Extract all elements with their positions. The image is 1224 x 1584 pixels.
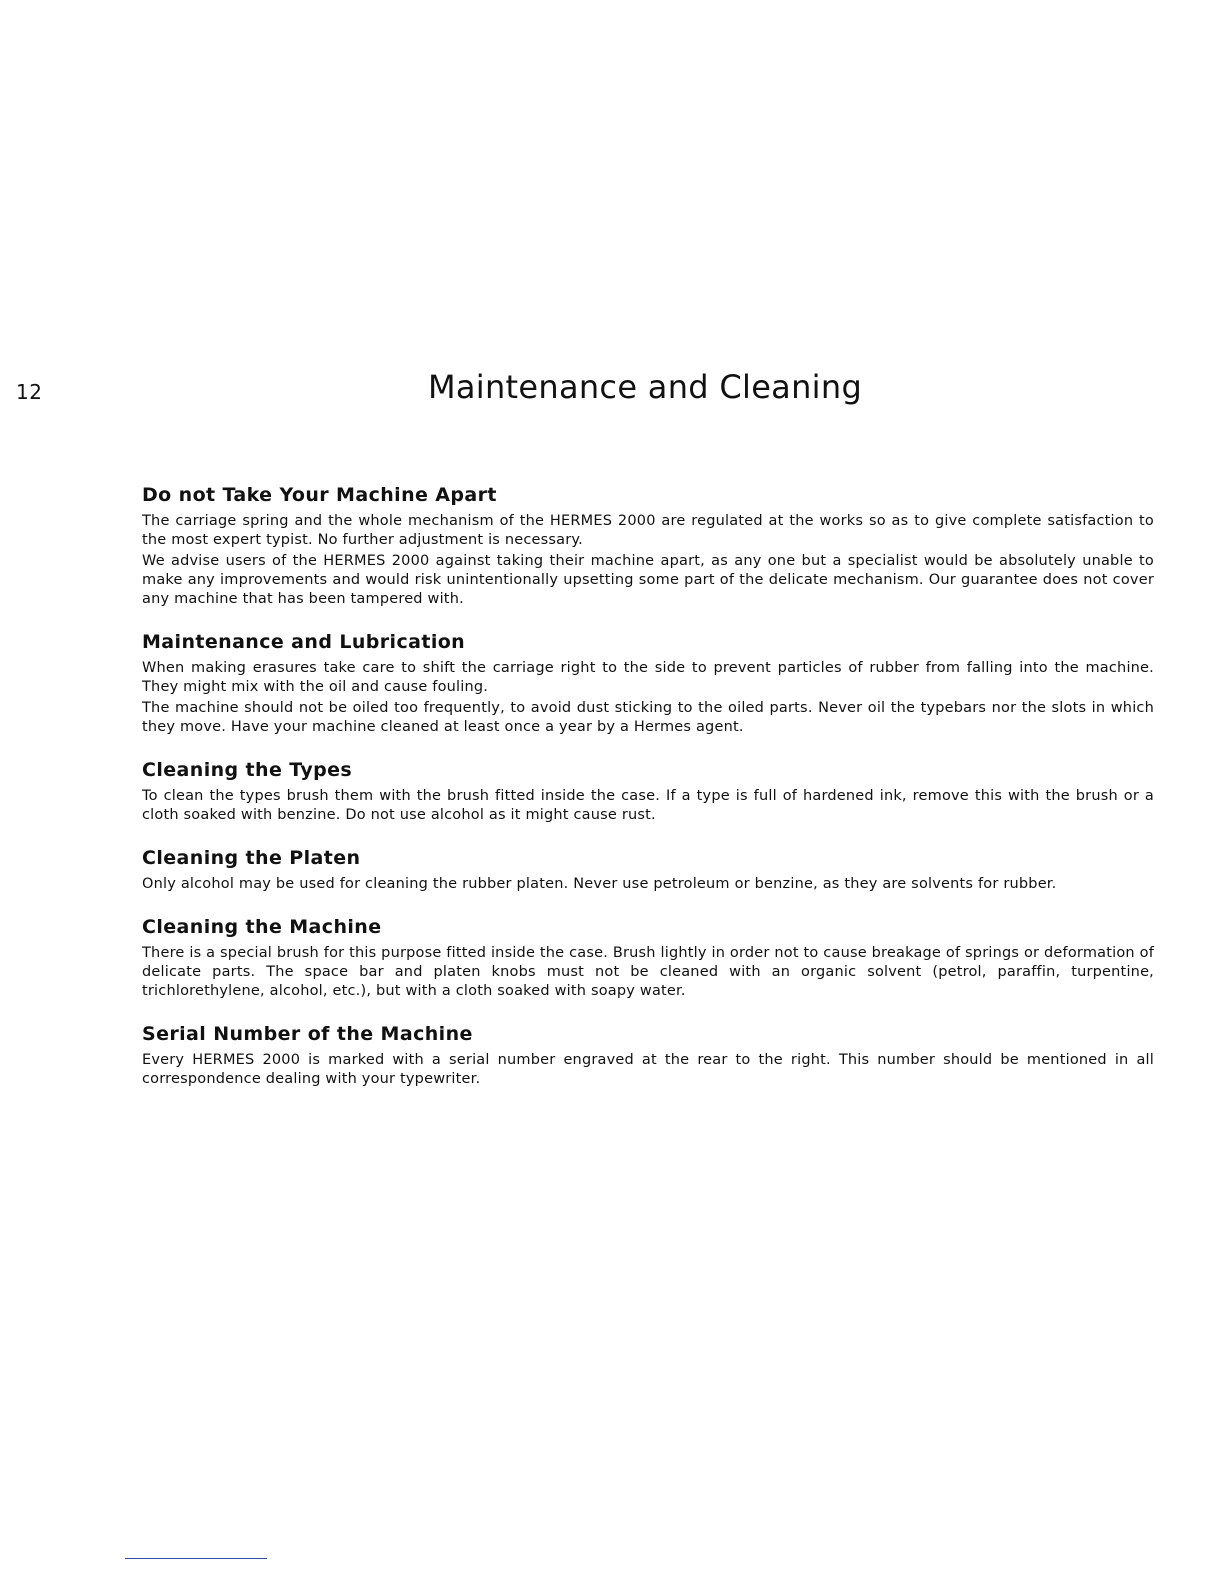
section-heading: Do not Take Your Machine Apart [142,484,497,506]
section-heading: Cleaning the Platen [142,847,361,869]
paragraph: Only alcohol may be used for cleaning the rubber platen. Never use petroleum or benzine, as they are solvents for rubber. [142,876,1057,892]
footnote-divider [125,1558,267,1559]
paragraph: Every HERMES 2000 is marked with a serial number engraved at the rear to the right. This number should be mentioned in all correspondence dealing with your typewriter. [142,1052,1154,1087]
section-cleaning-platen [142,847,1154,894]
paragraph: There is a special brush for this purpose fitted inside the case. Brush lightly in order not to cause breakage of springs or deformation of delicate parts. The space bar and platen knobs must not be cleaned with an organic solvent (petrol, paraffin, turpentine, trichlorethylene, alcohol, etc.), but with a cloth soaked with soapy water. [142,945,1154,999]
section-serial-number [142,1023,1154,1089]
paragraph: To clean the types brush them with the brush fitted inside the case. If a type is full of hardened ink, remove this with the brush or a cloth soaked with benzine. Do not use alcohol as it might cause rust. [142,788,1154,823]
section-cleaning-machine [142,916,1154,1001]
page-title: Maintenance and Cleaning [427,368,863,406]
section-heading: Cleaning the Machine [142,916,382,938]
section-do-not-take-apart [142,484,1154,609]
section-heading: Serial Number of the Machine [142,1023,473,1045]
paragraph: When making erasures take care to shift the carriage right to the side to prevent particles of rubber from falling into the machine. They might mix with the oil and cause fouling. [142,660,1154,695]
paragraph: We advise users of the HERMES 2000 against taking their machine apart, as any one but a specialist would be absolutely unable to make any improvements and would risk unintentionally upsetting some part of the delicate mechanism. Our guarantee does not cover any machine that has been tampered with. [142,553,1154,607]
section-heading: Maintenance and Lubrication [142,631,466,653]
paragraph: The machine should not be oiled too frequently, to avoid dust sticking to the oiled parts. Never oil the typebars nor the slots in which they move. Have your machine cleaned at least once a year by a Hermes agent. [142,700,1154,735]
page-number: 12 [16,380,43,404]
paragraph: The carriage spring and the whole mechanism of the HERMES 2000 are regulated at the works so as to give complete satisfaction to the most expert typist. No further adjustment is necessary. [142,513,1154,548]
section-cleaning-types [142,759,1154,825]
section-maintenance-lubrication [142,631,1154,737]
document-body [142,484,1154,1111]
section-heading: Cleaning the Types [142,759,353,781]
